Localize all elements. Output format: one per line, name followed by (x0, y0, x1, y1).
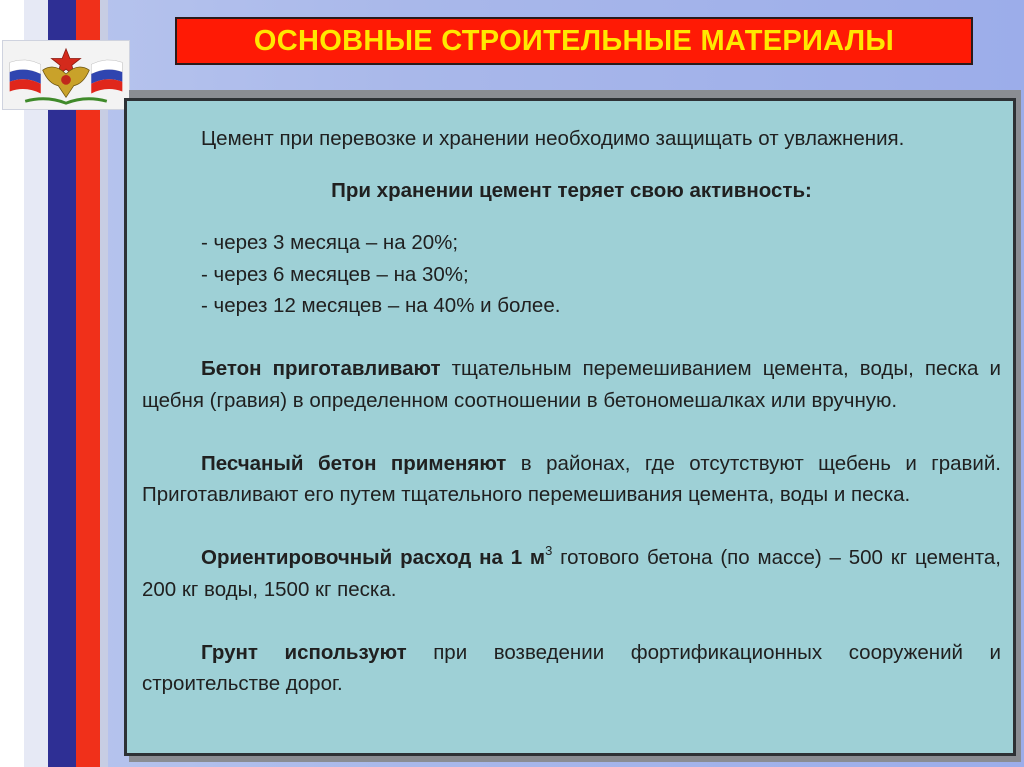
paragraph-concrete (142, 353, 1001, 416)
list-item: - через 12 месяцев – на 40% и более. (201, 294, 561, 317)
consumption-text: готового бетона (по массе) – 500 кг цемента, 200 кг воды, 1500 кг песка. (142, 546, 1001, 601)
title-banner (175, 17, 973, 65)
storage-heading: При хранении цемент теряет свою активность: (331, 179, 812, 202)
flag-stripe-gray (100, 0, 108, 767)
flag-stripe-light (24, 0, 48, 767)
cubic-superscript: 3 (545, 543, 553, 559)
concrete-text: тщательным перемешиванием цемента, воды, песка и щебня (гравия) в определенном соотношении в бетономешалках или вручную. (142, 357, 1001, 412)
russian-military-emblem-icon (2, 40, 130, 110)
sand-text: в районах, где отсутствуют щебень и гравий. Приготавливают его путем тщательного перемешивания цемента, воды и песка. (142, 451, 1001, 506)
paragraph-soil (142, 637, 1001, 700)
spacer (142, 605, 1001, 637)
concrete-bold-text: Бетон приготавливают (201, 357, 441, 380)
spacer (142, 322, 1001, 354)
content-panel (124, 98, 1016, 756)
soil-text: при возведении фортификационных сооружений и строительстве дорог. (142, 640, 1001, 695)
paragraph-consumption (142, 542, 1001, 605)
sand-bold-text: Песчаный бетон применяют (201, 451, 507, 475)
soil-bold-text: Грунт используют (201, 640, 407, 664)
spacer (142, 416, 1001, 448)
paragraph-sand-concrete (142, 448, 1001, 511)
spacer (142, 511, 1001, 543)
paragraph-cement-storage: Цемент при перевозке и хранении необходимо защищать от увлажнения. (201, 127, 905, 150)
flag-stripe-white (0, 0, 24, 767)
list-item: - через 3 месяца – на 20%; (201, 231, 459, 254)
list-item: - через 6 месяцев – на 30%; (201, 262, 469, 286)
flag-stripe-red (76, 0, 100, 767)
consumption-bold-text: Ориентировочный расход на 1 м (201, 546, 546, 569)
slide-title: ОСНОВНЫЕ СТРОИТЕЛЬНЫЕ МАТЕРИАЛЫ (253, 24, 895, 57)
flag-stripe-blue (48, 0, 76, 767)
